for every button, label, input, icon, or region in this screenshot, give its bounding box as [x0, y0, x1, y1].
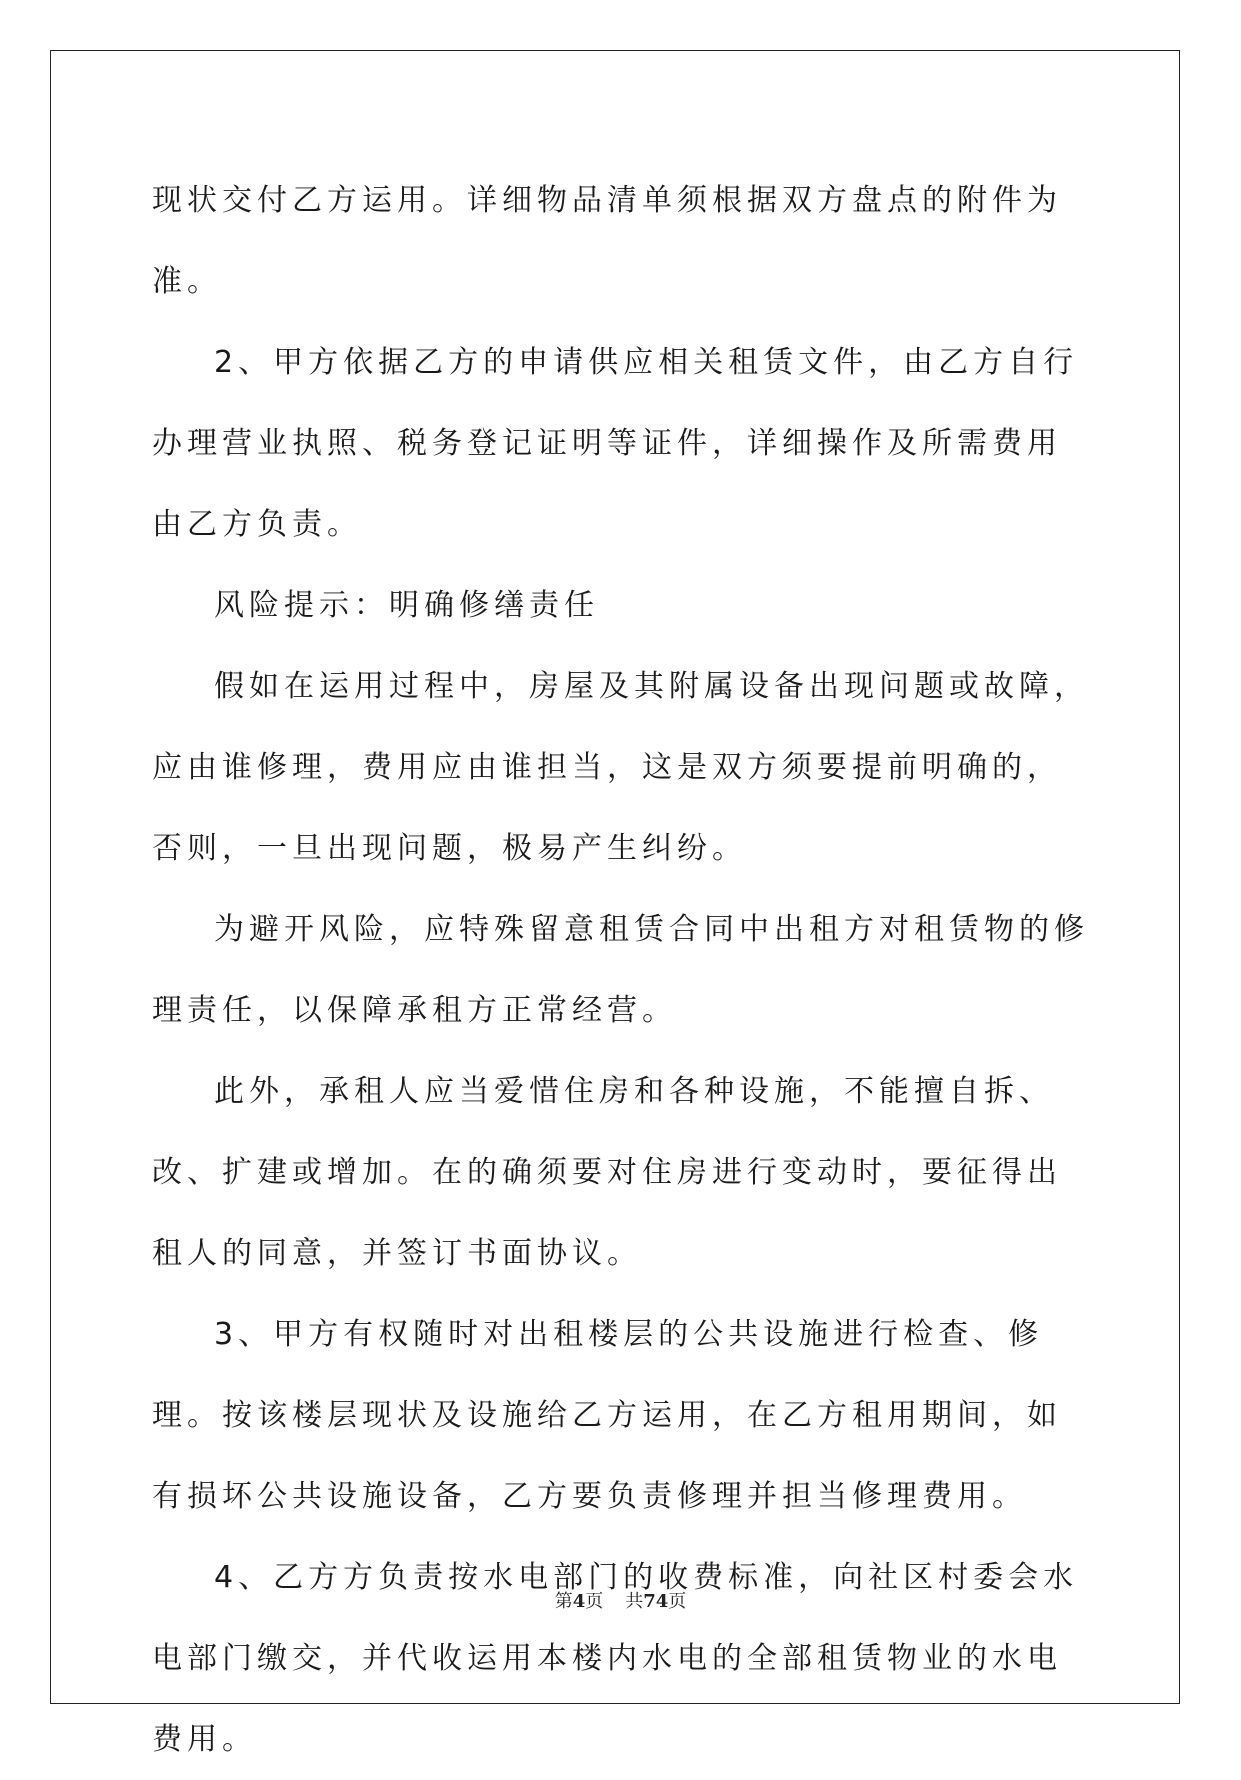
paragraph-2: 2、甲方依据乙方的申请供应相关租赁文件，由乙方自行办理营业执照、税务登记证明等证件，详细操作及所需费用由乙方负责。	[152, 345, 1079, 542]
total-prefix: 共	[625, 1591, 644, 1612]
page-suffix: 页	[585, 1591, 604, 1612]
page-footer	[0, 1587, 1241, 1613]
total-pages: 74	[643, 1591, 669, 1612]
total-suffix: 页	[668, 1591, 687, 1612]
page-number: 4	[572, 1591, 586, 1612]
paragraph-6: 3、甲方有权随时对出租楼层的公共设施进行检查、修理。按该楼层现状及设施给乙方运用，在乙方租用期间，如有损坏公共设施设备，乙方要负责修理并担当修理费用。	[152, 1317, 1062, 1514]
page-prefix: 第	[554, 1591, 573, 1612]
section-heading-risk-notice: 风险提示：明确修缮责任	[214, 588, 599, 623]
paragraph-4: 为避开风险，应特殊留意租赁合同中出租方对租赁物的修理责任，以保障承租方正常经营。	[152, 912, 1089, 1028]
paragraph-5: 此外，承租人应当爱惜住房和各种设施，不能擅自拆、改、扩建或增加。在的确须要对住房进行变动时，要征得出租人的同意，并签订书面协议。	[152, 1074, 1062, 1271]
paragraph-3: 假如在运用过程中，房屋及其附属设备出现问题或故障，应由谁修理，费用应由谁担当，这是双方须要提前明确的，否则，一旦出现问题，极易产生纠纷。	[152, 669, 1089, 866]
paragraph-7: 4、乙方方负责按水电部门的收费标准，向社区村委会水电部门缴交，并代收运用本楼内水电的全部租赁物业的水电费用。	[152, 1560, 1079, 1757]
document-body	[152, 160, 1092, 1780]
paragraph-1: 现状交付乙方运用。详细物品清单须根据双方盘点的附件为准。	[152, 183, 1062, 299]
